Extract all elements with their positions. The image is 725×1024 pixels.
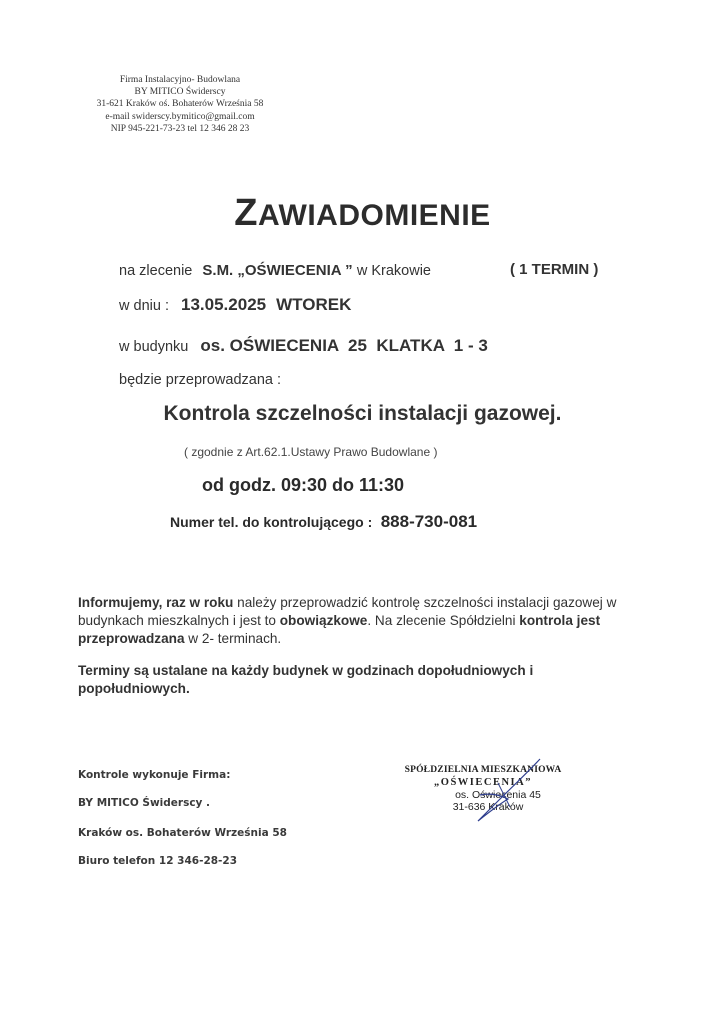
title-rest: AWIADOMIENIE	[258, 199, 491, 232]
stamp-line4: 31-636 Kraków	[452, 801, 524, 813]
company-nip-tel: NIP 945-221-73-23 tel 12 346 28 23	[110, 123, 250, 134]
title-first-letter: Z	[234, 192, 259, 234]
info-p1-g: w 2- terminach.	[184, 631, 282, 646]
order-prefix: na zlecenie	[119, 263, 193, 279]
building-value: os. OŚWIECENIA 25 KLATKA 1 - 3	[200, 336, 488, 355]
company-header	[0, 74, 360, 135]
company-address: 31-621 Kraków oś. Bohaterów Września 58	[96, 99, 264, 110]
footer-line1: Kontrole wykonuje Firma:	[78, 769, 231, 781]
building-line	[119, 336, 488, 356]
inspection-headline: Kontrola szczelności instalacji gazowej.	[163, 402, 562, 425]
contact-number: 888-730-081	[380, 512, 478, 531]
info-p1-b: raz w roku	[162, 595, 234, 610]
will-be-text: będzie przeprowadzana :	[119, 372, 282, 388]
signature	[440, 755, 550, 830]
company-email: e-mail swiderscy.bymitico@gmail.com	[105, 111, 255, 122]
legal-note: ( zgodnie z Art.62.1.Ustawy Prawo Budowlane )	[184, 445, 438, 459]
stamp-line1: SPÓŁDZIELNIA MIESZKANIOWA	[404, 765, 562, 775]
inspection-hours: od godz. 09:30 do 11:30	[202, 475, 405, 495]
order-city: w Krakowie	[356, 263, 431, 279]
document-title	[0, 192, 725, 235]
date-prefix: w dniu :	[119, 298, 169, 314]
footer-line3: Kraków os. Bohaterów Września 58	[78, 827, 287, 839]
info-p1-e: . Na zlecenie Spółdzielni	[367, 613, 520, 628]
info-p1-a: Informujemy,	[78, 595, 163, 610]
stamp-line2: „OŚWIECENIA”	[434, 777, 532, 788]
building-prefix: w budynku	[119, 339, 189, 355]
contact-label: Numer tel. do kontrolującego :	[170, 514, 373, 530]
info-paragraph-2: Terminy są ustalane na każdy budynek w godzinach dopołudniowych i popołudniowych.	[78, 663, 534, 696]
stamp-line3: os. Oświecenia 45	[455, 789, 541, 801]
date-line	[119, 295, 351, 315]
contact-line	[170, 512, 477, 532]
info-p1-f: kontrola jest przeprowadzana	[78, 613, 601, 646]
info-p1-c: należy przeprowadzić kontrolę szczelności instalacji gazowej w budynkach mieszkalnych i jest to	[78, 595, 617, 628]
order-client: S.M. „OŚWIECENIA ”	[202, 262, 357, 279]
date-value: 13.05.2025	[181, 295, 267, 314]
info-p1-d: obowiązkowe	[279, 613, 368, 628]
order-line	[119, 262, 431, 279]
order-term: ( 1 TERMIN )	[510, 261, 599, 278]
company-name-line2: BY MITICO Świderscy	[134, 87, 226, 98]
company-name-line1: Firma Instalacyjno- Budowlana	[119, 75, 241, 85]
info-paragraph-1	[78, 594, 638, 648]
footer-line4: Biuro telefon 12 346-28-23	[78, 855, 238, 867]
footer-line2: BY MITICO Świderscy .	[78, 797, 211, 809]
date-weekday: WTOREK	[276, 295, 352, 314]
